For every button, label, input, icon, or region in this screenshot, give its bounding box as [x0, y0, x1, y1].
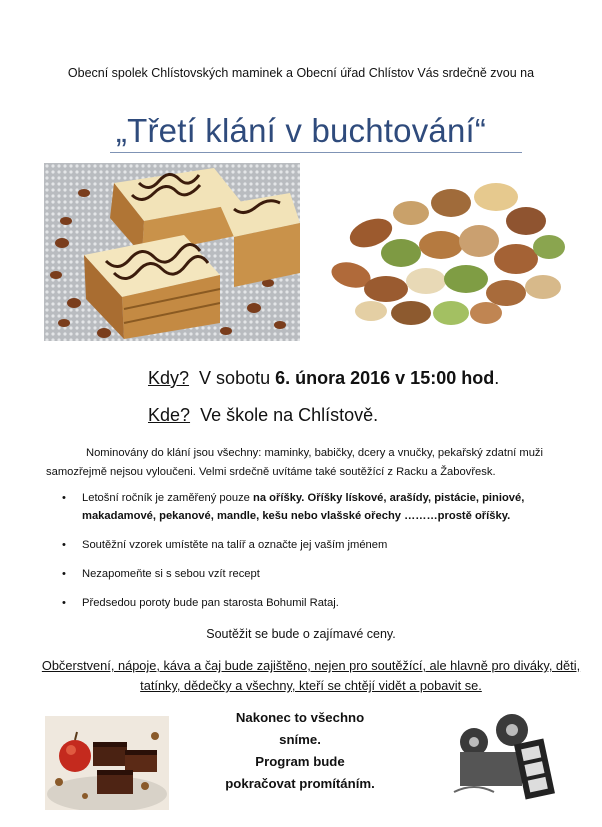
rule-item-nuts	[46, 489, 556, 525]
intro-paragraph-text: Nominovány do klání jsou všechny: maminky, babičky, dcery a vnučky, pekařský zdatní muži samozřejmě nejsou vyloučeni. Velmi srdečně uvítáme také soutěžící z Racku a Žabovřesk.	[46, 447, 544, 478]
event-title: „Třetí klání v buchtování“	[115, 112, 487, 149]
bullet-icon: •	[62, 539, 66, 551]
chocolate-cake-photo	[45, 716, 169, 810]
rule-item-nuts-bold: na oříšky. Oříšky lískové, arašídy, pistácie, piniové, makadamové, pekanové, mandle, kešu nebo vlašské ořechy ………prostě oříšky.	[82, 492, 525, 522]
where-line	[148, 405, 378, 426]
film-projector-icon	[450, 712, 556, 804]
intro-paragraph	[46, 444, 566, 482]
ending-line-1: Nakonec to všechno	[235, 710, 365, 725]
where-text: Ve škole na Chlístově.	[200, 405, 379, 425]
prizes-line: Soutěžit se bude o zajímavé ceny.	[206, 627, 396, 641]
ending-note	[215, 707, 385, 795]
rule-item-plate	[46, 536, 556, 554]
when-text: V sobotu	[199, 368, 276, 388]
rule-item-jury-text: Předsedou poroty bude pan starosta Bohumil Rataj.	[82, 597, 339, 609]
rule-item-plate-text: Soutěžní vzorek umístěte na talíř a označte jej vaším jménem	[82, 539, 388, 551]
ending-line-2: sníme.	[279, 732, 321, 747]
rule-item-jury	[46, 594, 556, 612]
nut-wafer-cake-photo	[44, 163, 300, 341]
rule-item-nuts-normal: Letošní ročník je zaměřený pouze	[82, 492, 254, 504]
bullet-icon: •	[62, 597, 66, 609]
when-period: .	[494, 368, 500, 388]
bullet-icon: •	[62, 492, 66, 504]
mixed-nuts-photo	[311, 163, 576, 341]
invitation-line: Obecní spolek Chlístovských maminek a Obecní úřad Chlístov Vás srdečně zvou na	[67, 66, 535, 80]
rule-item-recipe	[46, 565, 556, 583]
rule-item-recipe-text: Nezapomeňte si s sebou vzít recept	[82, 568, 260, 580]
title-underline	[110, 152, 522, 153]
where-label: Kde?	[148, 405, 191, 425]
when-line	[148, 368, 499, 389]
when-label: Kdy?	[148, 368, 190, 388]
bullet-icon: •	[62, 568, 66, 580]
when-datetime: 6. února 2016 v 15:00 hod	[275, 368, 495, 388]
refreshments-paragraph: Občerstvení, nápoje, káva a čaj bude zajištěno, nejen pro soutěžící, ale hlavně pro diváky, děti, tatínky, dědečky a všechny, kteří se chtějí vidět a pobavit se.	[41, 658, 581, 693]
ending-line-3: Program bude	[255, 754, 345, 769]
rules-list	[46, 489, 556, 612]
ending-line-4: pokračovat promítáním.	[225, 776, 375, 791]
